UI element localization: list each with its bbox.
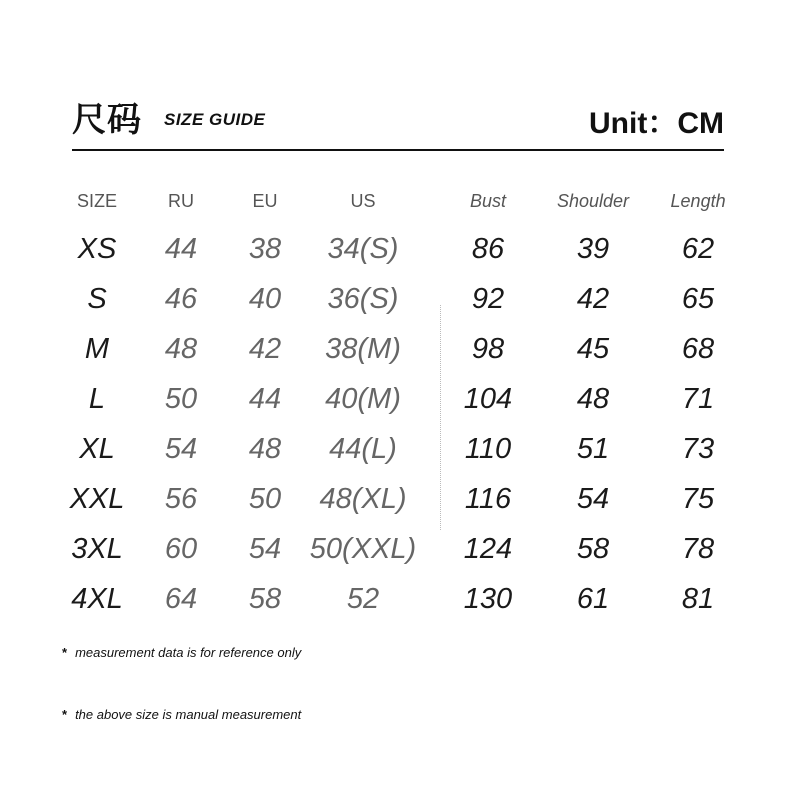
shoulder-cell: 48 [576,382,610,415]
asterisk-icon: * [62,645,68,660]
length-cell: 68 [681,332,715,365]
size-cell: L [88,382,106,415]
footnote-text: the above size is manual measurement [75,707,302,722]
bust-cell: 92 [471,282,505,315]
shoulder-cell: 51 [576,432,610,465]
eu-cell: 42 [248,332,282,365]
table-row [55,324,767,374]
asterisk-icon: * [62,707,68,722]
us-cell: 44(L) [329,432,397,465]
shoulder-cell: 61 [576,582,610,615]
page-title-cn: 尺码 [72,100,142,140]
column-header: Shoulder [557,190,630,211]
us-cell: 38(M) [325,332,401,365]
length-cell: 73 [681,432,715,465]
table-row [55,474,767,524]
page-title-en: SIZE GUIDE [164,110,266,129]
length-cell: 65 [681,282,715,315]
ru-cell: 48 [164,332,198,365]
us-cell: 48(XL) [319,482,407,515]
eu-cell: 38 [248,232,282,265]
shoulder-cell: 58 [576,532,610,565]
unit-label: Unit：CM [589,107,724,140]
footnote-text: measurement data is for reference only [75,645,302,660]
eu-cell: 48 [248,432,282,465]
size-cell: S [87,282,107,315]
bust-cell: 86 [471,232,505,265]
size-table [55,178,767,624]
footnote [62,707,301,722]
header-rule [72,149,724,151]
table-row [55,374,767,424]
column-header: EU [252,190,278,211]
bust-cell: 104 [463,382,513,415]
bust-cell: 116 [464,482,512,515]
column-header: Length [670,190,726,211]
shoulder-cell: 42 [576,282,610,315]
length-cell: 81 [681,582,715,615]
eu-cell: 50 [248,482,282,515]
eu-cell: 40 [248,282,282,315]
ru-cell: 56 [164,482,198,515]
size-cell: 4XL [71,582,123,615]
table-row [55,424,767,474]
size-cell: 3XL [71,532,123,565]
us-cell: 50(XXL) [309,532,417,565]
bust-cell: 110 [464,432,512,465]
size-cell: XXL [69,482,125,515]
size-cell: M [84,332,110,365]
table-header-row [55,178,767,224]
shoulder-cell: 54 [576,482,610,515]
ru-cell: 60 [164,532,198,565]
table-row [55,574,767,624]
us-cell: 34(S) [327,232,399,265]
length-cell: 71 [681,382,715,415]
column-header: US [350,190,376,211]
us-cell: 52 [346,582,380,615]
eu-cell: 44 [248,382,282,415]
ru-cell: 46 [164,282,198,315]
length-cell: 78 [681,532,715,565]
size-cell: XL [79,432,115,465]
bust-cell: 98 [471,332,505,365]
ru-cell: 50 [164,382,198,415]
column-header: RU [168,190,194,211]
ru-cell: 54 [164,432,198,465]
ru-cell: 64 [164,582,198,615]
us-cell: 40(M) [325,382,401,415]
length-cell: 62 [681,232,715,265]
column-header: SIZE [76,190,117,211]
table-row [55,224,767,274]
bust-cell: 124 [463,532,513,565]
eu-cell: 54 [248,532,282,565]
column-header: Bust [469,190,507,211]
eu-cell: 58 [248,582,282,615]
shoulder-cell: 45 [576,332,610,365]
shoulder-cell: 39 [576,232,610,265]
size-cell: XS [77,232,117,265]
ru-cell: 44 [164,232,198,265]
length-cell: 75 [681,482,715,515]
us-cell: 36(S) [327,282,399,315]
table-row [55,524,767,574]
bust-cell: 130 [463,582,513,615]
footnote [62,645,301,660]
table-row [55,274,767,324]
